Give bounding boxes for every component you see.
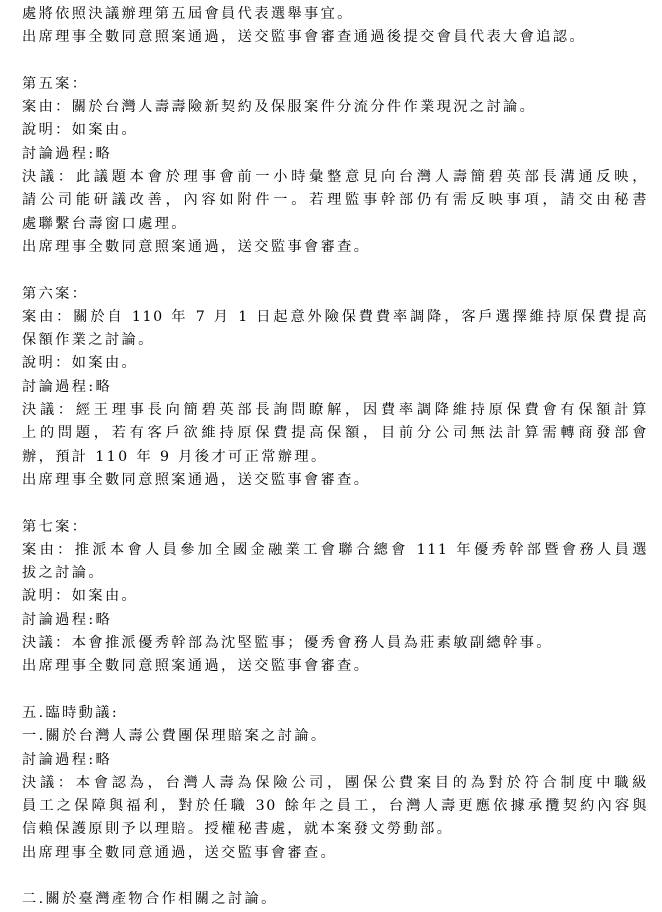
case-6-resolution-line: 決議：經王理事長向簡碧英部長詢問瞭解，因費率調降維持原保費會有保額計算 bbox=[22, 402, 648, 419]
case-7-resolution: 決議：本會推派優秀幹部為沈堅監事；優秀會務人員為莊素敏副總幹事。 bbox=[22, 635, 553, 652]
intro-section bbox=[22, 3, 648, 50]
case-7-discussion: 討論過程:略 bbox=[22, 611, 113, 628]
case-7-explanation: 說明：如案由。 bbox=[22, 588, 139, 605]
motion-1-outcome: 出席理事全數同意通過，送交監事會審查。 bbox=[22, 844, 338, 861]
motion-1-title: 一.關於台灣人壽公費團保理賠案之討論。 bbox=[22, 728, 328, 745]
case-7-reason-cont: 拔之討論。 bbox=[22, 565, 105, 582]
case-6-reason-cont: 保額作業之討論。 bbox=[22, 332, 155, 349]
case-5-section bbox=[22, 73, 648, 259]
case-7-heading: 第七案： bbox=[22, 518, 89, 535]
case-5-resolution-line: 處聯繫台壽窗口處理。 bbox=[22, 215, 188, 232]
case-5-reason: 案由：關於台灣人壽壽險新契約及保服案件分流分件作業現況之討論。 bbox=[22, 99, 537, 116]
case-5-outcome: 出席理事全數同意照案通過，送交監事會審查。 bbox=[22, 238, 371, 255]
case-5-heading: 第五案： bbox=[22, 75, 89, 92]
case-6-discussion: 討論過程:略 bbox=[22, 378, 113, 395]
motion-2-title: 二.關於臺灣產物合作相關之討論。 bbox=[22, 891, 278, 908]
case-6-resolution-line: 上的問題，若有客戶欲維持原保費提高保額，目前分公司無法計算需轉商發部會 bbox=[22, 425, 648, 442]
motions-heading: 五.臨時動議: bbox=[22, 704, 120, 721]
motion-1-resolution-line: 員工之保障與福利，對於任職 30 餘年之員工，台灣人壽更應依據承攬契約內容與 bbox=[22, 798, 648, 815]
case-5-discussion: 討論過程:略 bbox=[22, 145, 113, 162]
case-6-reason: 案由：關於自 110 年 7 月 1 日起意外險保費費率調降，客戶選擇維持原保費提高 bbox=[22, 308, 648, 325]
case-5-resolution-line: 請公司能研議改善，內容如附件一。若理監事幹部仍有需反映事項，請交由秘書 bbox=[22, 192, 648, 209]
case-6-resolution-line: 辦，預計 110 年 9 月後才可正常辦理。 bbox=[22, 448, 328, 465]
motion-1-resolution-line: 信賴保護原則予以理賠。授權秘書處，就本案發文勞動部。 bbox=[22, 821, 454, 838]
case-6-section bbox=[22, 283, 648, 493]
case-7-outcome: 出席理事全數同意照案通過，送交監事會審查。 bbox=[22, 658, 371, 675]
case-5-resolution-line: 決議：此議題本會於理事會前一小時彙整意見向台灣人壽簡碧英部長溝通反映， bbox=[22, 169, 648, 186]
case-6-heading: 第六案： bbox=[22, 285, 89, 302]
case-6-outcome: 出席理事全數同意照案通過，送交監事會審查。 bbox=[22, 471, 371, 488]
intro-line: 處將依照決議辦理第五屆會員代表選舉事宜。 bbox=[22, 6, 354, 22]
motion-1-discussion: 討論過程:略 bbox=[22, 751, 113, 768]
motion-1-resolution-line: 決議：本會認為，台灣人壽為保險公司，團保公費案目的為對於符合制度中職級 bbox=[22, 774, 648, 791]
case-7-reason: 案由：推派本會人員參加全國金融業工會聯合總會 111 年優秀幹部暨會務人員選 bbox=[22, 541, 648, 558]
intro-line: 出席理事全數同意照案通過，送交監事會審查通過後提交會員代表大會追認。 bbox=[22, 29, 586, 46]
case-6-explanation: 說明：如案由。 bbox=[22, 355, 139, 372]
case-5-explanation: 說明：如案由。 bbox=[22, 122, 139, 139]
case-7-section bbox=[22, 516, 648, 679]
motions-section bbox=[22, 702, 648, 912]
